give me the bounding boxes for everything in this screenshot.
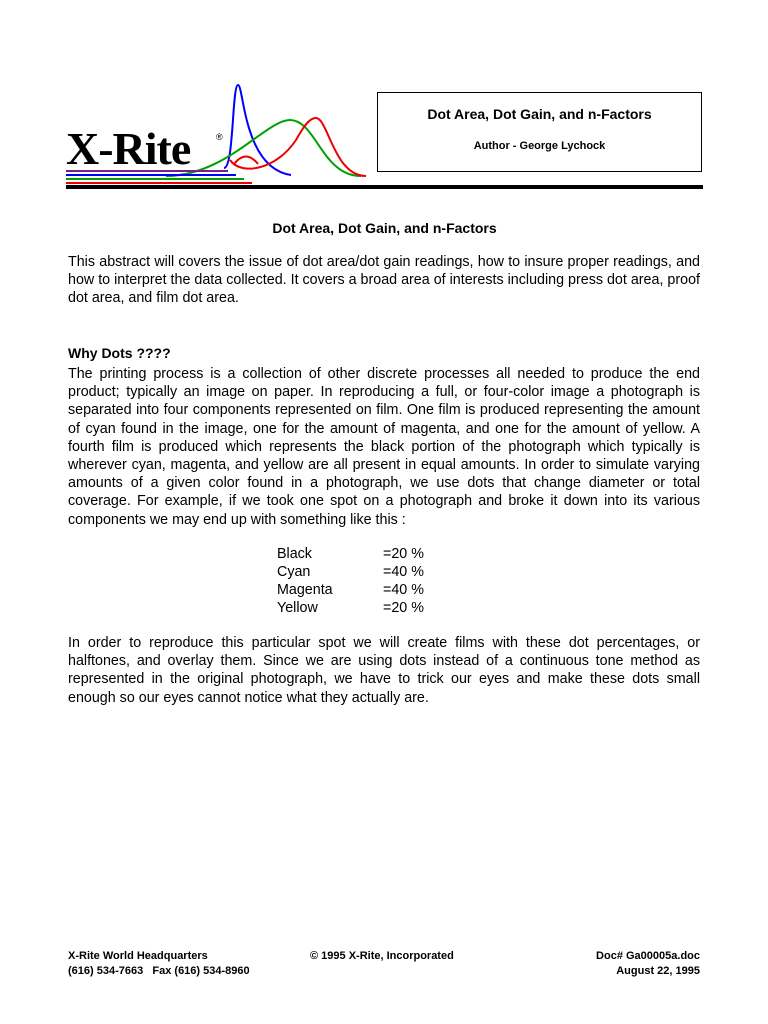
color-name: Cyan	[277, 564, 311, 580]
table-row	[277, 545, 424, 563]
xrite-logo	[66, 80, 366, 192]
color-name: Yellow	[277, 600, 318, 616]
closing-paragraph: In order to reproduce this particular spot we will create films with these dot percentages, or halftones, and overlay them. Since we are using dots instead of a continuous tone method as represented in the original photograph, we have to trick our eyes and make these dots small enough so our eyes cannot notice what they actually are.	[68, 635, 700, 706]
abstract-paragraph: This abstract will covers the issue of dot area/dot gain readings, how to insure proper readings, and how to interpret the data collected. It covers a broad area of interests including press dot area, proof dot area, and film dot area.	[68, 254, 700, 307]
header-rule	[66, 185, 703, 189]
footer-headquarters: X-Rite World Headquarters	[68, 950, 208, 962]
footer-date: August 22, 1995	[616, 965, 700, 977]
color-name: Magenta	[277, 582, 333, 598]
footer-copyright: © 1995 X-Rite, Incorporated	[310, 950, 454, 962]
document-title: Dot Area, Dot Gain, and n-Factors	[272, 220, 497, 236]
table-row	[277, 563, 424, 581]
color-value: =40 %	[383, 564, 424, 580]
registered-mark: ®	[216, 132, 223, 142]
header-box	[377, 92, 702, 172]
red-swoosh	[234, 157, 258, 165]
footer-phone-fax: (616) 534-7663 Fax (616) 534-8960	[68, 965, 250, 977]
footer-left	[68, 949, 250, 979]
color-value: =20 %	[383, 546, 424, 562]
table-row	[277, 599, 424, 617]
header-author: Author - George Lychock	[473, 140, 606, 152]
color-name: Black	[277, 546, 312, 562]
color-value: =20 %	[383, 600, 424, 616]
blue-curve	[224, 85, 291, 175]
footer-doc-number: Doc# Ga00005a.doc	[596, 950, 700, 962]
header-title: Dot Area, Dot Gain, and n-Factors	[427, 106, 652, 122]
section-body-paragraph: The printing process is a collection of other discrete processes all needed to produce the end product; typically an image on paper. In reproducing a full, or four-color image a photograph is separated into four components represented on film. One film is produced representing the amount of cyan found in the image, one for the amount of magenta, and one for the amount of yellow. A fourth film is produced which represents the black portion of the photograph which typically is wherever cyan, magenta, and yellow are all present in equal amounts. In order to simulate varying amounts of a given color found in a photograph, we use dots that change diameter or total coverage. For example, if we took one spot on a photograph and broke it down into its various components we may end up with something like this :	[68, 366, 700, 528]
logo-wordmark: X-Rite	[66, 123, 191, 174]
footer-right	[596, 949, 700, 979]
red-curve	[230, 118, 366, 176]
table-row	[277, 581, 424, 599]
color-percentage-table	[277, 545, 424, 617]
color-value: =40 %	[383, 582, 424, 598]
section-heading: Why Dots ????	[68, 345, 171, 361]
green-curve	[166, 120, 361, 176]
